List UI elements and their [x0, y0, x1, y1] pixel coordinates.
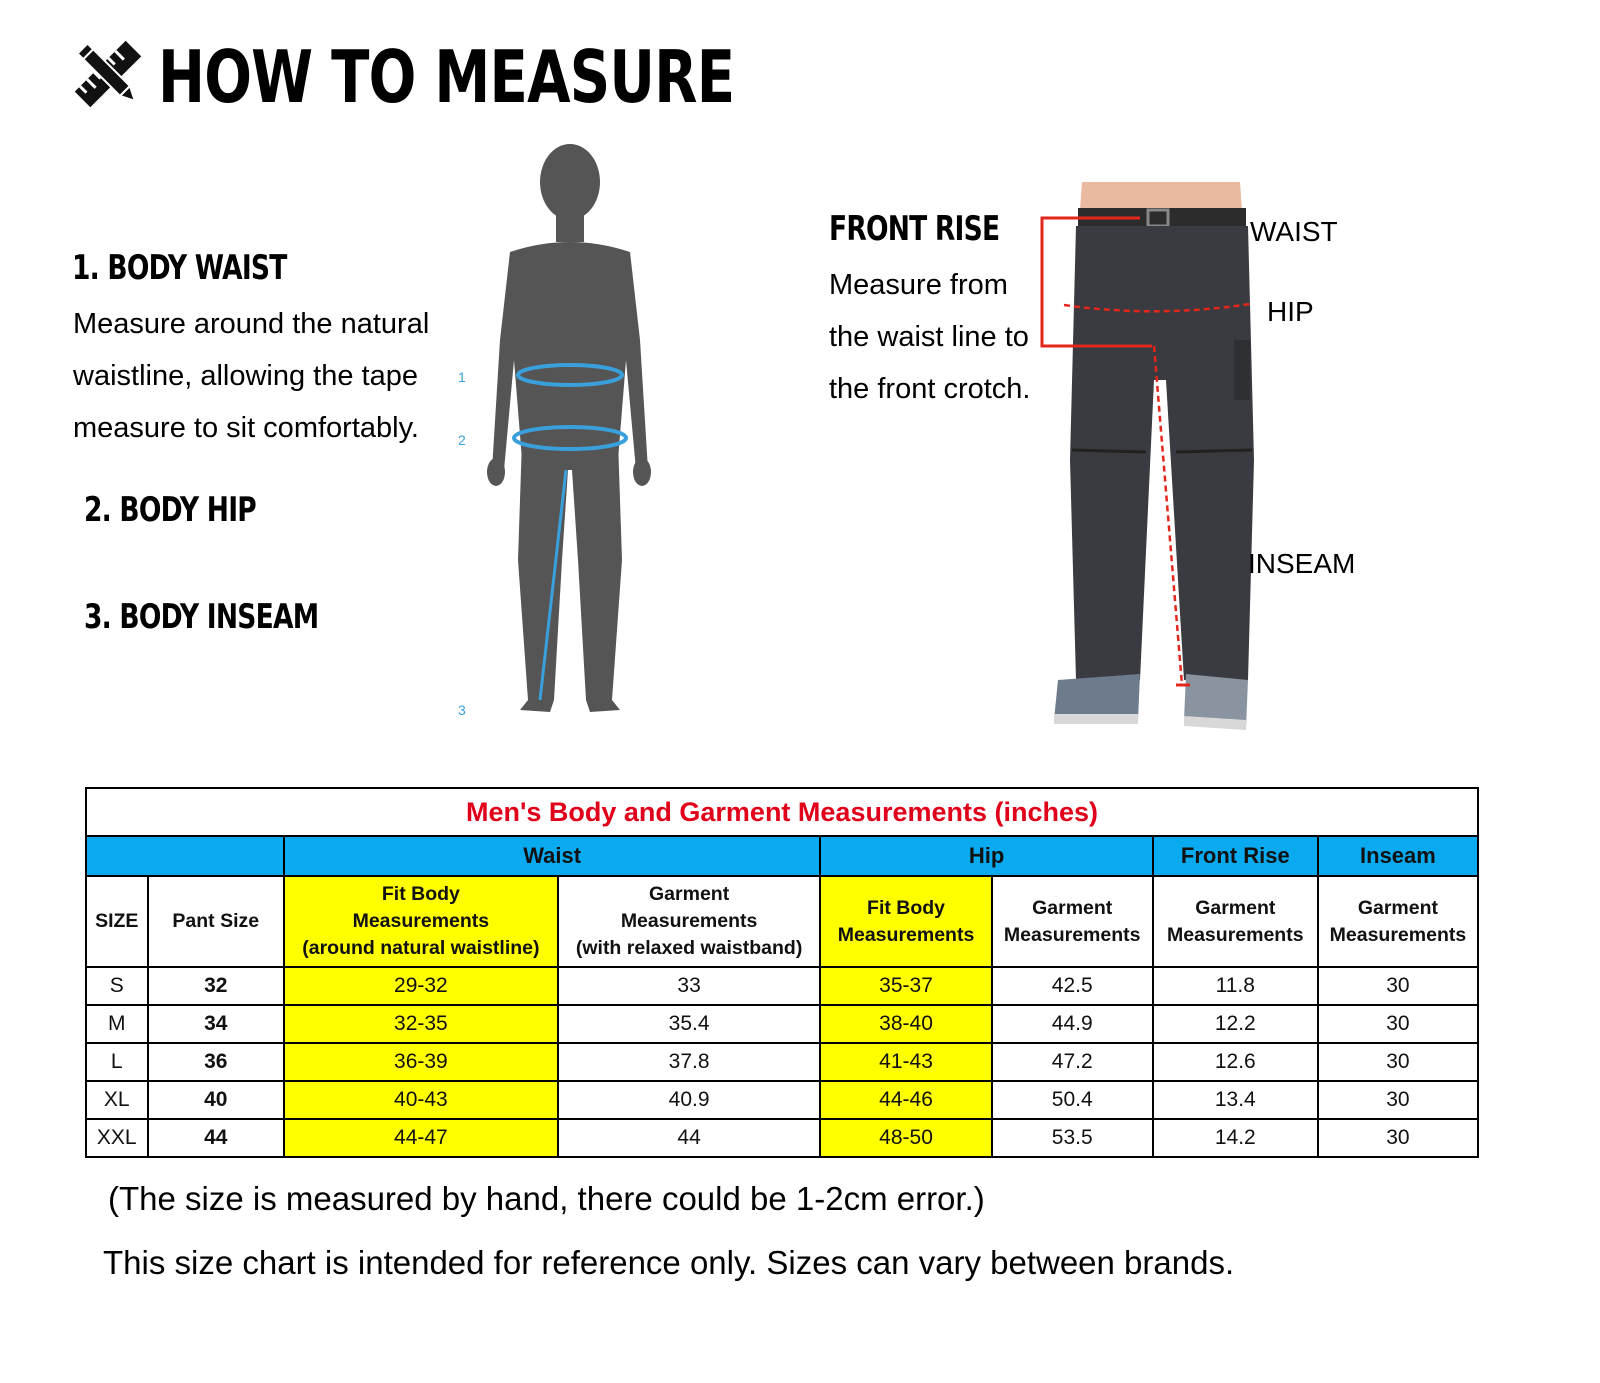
cell-inseam: 30 [1318, 967, 1478, 1005]
step1-line: waistline, allowing the tape [73, 360, 418, 392]
col-line: Measurements [837, 923, 975, 946]
cell-hip-garment: 42.5 [992, 967, 1153, 1005]
table-row [86, 1081, 1478, 1119]
cell-inseam: 30 [1318, 1119, 1478, 1157]
col-pant-size: Pant Size [148, 876, 284, 967]
table-row [86, 967, 1478, 1005]
cell-hip-garment: 44.9 [992, 1005, 1153, 1043]
cell-pant-size: 34 [148, 1005, 284, 1043]
cell-rise: 12.6 [1153, 1043, 1318, 1081]
col-line: Fit Body [381, 883, 460, 905]
step1-heading: 1. BODY WAIST [72, 248, 287, 288]
cell-size: XL [86, 1081, 148, 1119]
cell-inseam: 30 [1318, 1043, 1478, 1081]
col-line: Garment [1357, 896, 1439, 919]
cell-waist-garment: 35.4 [558, 1005, 821, 1043]
marker-2: 2 [458, 432, 466, 448]
group-waist: Waist [284, 836, 820, 876]
step3-heading: 3. BODY INSEAM [84, 597, 319, 637]
cell-waist-fit: 40-43 [284, 1081, 558, 1119]
col-line: Garment [1032, 896, 1113, 919]
cell-waist-garment: 44 [558, 1119, 821, 1157]
group-blank [86, 836, 284, 876]
col-line: (around natural waistline) [302, 937, 540, 959]
pants [1070, 226, 1254, 680]
col-hip-garment [992, 876, 1153, 967]
error-note: (The size is measured by hand, there could be 1-2cm error.) [108, 1180, 985, 1217]
group-hip: Hip [820, 836, 1152, 876]
cell-rise: 11.8 [1153, 967, 1318, 1005]
page-title: HOW TO MEASURE [158, 35, 735, 119]
size-table [85, 787, 1479, 1158]
table-title-row [86, 788, 1478, 836]
col-line: (with relaxed waistband) [575, 937, 803, 959]
cell-hip-fit: 41-43 [820, 1043, 991, 1081]
cell-pant-size: 32 [148, 967, 284, 1005]
cell-pant-size: 40 [148, 1081, 284, 1119]
marker-3: 3 [458, 702, 466, 718]
cell-waist-garment: 33 [558, 967, 821, 1005]
cell-hip-garment: 50.4 [992, 1081, 1153, 1119]
pencil-ruler-icon [66, 34, 150, 114]
waist-label: WAIST [1250, 216, 1338, 247]
col-line: Fit Body [867, 896, 946, 919]
col-line: Garment [649, 883, 730, 905]
cell-rise: 14.2 [1153, 1119, 1318, 1157]
table-title: Men's Body and Garment Measurements (inches) [86, 788, 1478, 836]
front-rise-heading: FRONT RISE [829, 209, 1000, 249]
cell-rise: 12.2 [1153, 1005, 1318, 1043]
col-inseam-garment [1318, 876, 1478, 967]
inseam-label: INSEAM [1248, 548, 1356, 579]
cell-rise: 13.4 [1153, 1081, 1318, 1119]
cell-waist-fit: 32-35 [284, 1005, 558, 1043]
pants-illustration [1036, 180, 1266, 740]
marker-1: 1 [458, 369, 466, 385]
cell-size: M [86, 1005, 148, 1043]
front-rise-line: Measure from [829, 269, 1008, 301]
front-rise-line: the waist line to [829, 321, 1029, 353]
cell-waist-garment: 37.8 [558, 1043, 821, 1081]
col-rise-garment [1153, 876, 1318, 967]
torso [1080, 182, 1242, 210]
cell-size: XXL [86, 1119, 148, 1157]
cell-size: S [86, 967, 148, 1005]
table-group-row [86, 836, 1478, 876]
cell-hip-fit: 38-40 [820, 1005, 991, 1043]
cell-hip-garment: 53.5 [992, 1119, 1153, 1157]
hip-label: HIP [1267, 296, 1314, 327]
col-waist-garment [558, 876, 821, 967]
cell-waist-fit: 36-39 [284, 1043, 558, 1081]
disclaimer-note: This size chart is intended for reference only. Sizes can vary between brands. [103, 1244, 1235, 1281]
cell-hip-fit: 35-37 [820, 967, 991, 1005]
cell-hip-garment: 47.2 [992, 1043, 1153, 1081]
cell-waist-fit: 29-32 [284, 967, 558, 1005]
col-line: Garment [1195, 896, 1276, 919]
step2-heading: 2. BODY HIP [84, 490, 256, 530]
cell-hip-fit: 44-46 [820, 1081, 991, 1119]
front-rise-line: the front crotch. [829, 373, 1031, 405]
table-header-row [86, 876, 1478, 967]
cell-pant-size: 36 [148, 1043, 284, 1081]
table-row [86, 1043, 1478, 1081]
col-line: Measurements [1003, 923, 1141, 946]
step1-line: measure to sit comfortably. [73, 412, 419, 444]
group-front-rise: Front Rise [1153, 836, 1318, 876]
col-line: Measurements [1167, 923, 1304, 946]
col-waist-fit [284, 876, 558, 967]
cell-hip-fit: 48-50 [820, 1119, 991, 1157]
body-silhouette-figure [440, 140, 680, 730]
front-rise-text [829, 259, 1031, 415]
col-hip-fit [820, 876, 991, 967]
cell-inseam: 30 [1318, 1005, 1478, 1043]
step1-line: Measure around the natural [73, 308, 430, 340]
cell-inseam: 30 [1318, 1081, 1478, 1119]
table-row [86, 1119, 1478, 1157]
cell-waist-garment: 40.9 [558, 1081, 821, 1119]
col-line: Measurements [352, 910, 490, 932]
col-line: Measurements [1329, 923, 1467, 946]
left-shoe [1054, 674, 1140, 720]
step1-text [73, 298, 429, 454]
group-inseam: Inseam [1318, 836, 1478, 876]
col-size: SIZE [86, 876, 148, 967]
cell-pant-size: 44 [148, 1119, 284, 1157]
table-row [86, 1005, 1478, 1043]
col-line: Measurements [620, 910, 758, 932]
cell-waist-fit: 44-47 [284, 1119, 558, 1157]
cell-size: L [86, 1043, 148, 1081]
